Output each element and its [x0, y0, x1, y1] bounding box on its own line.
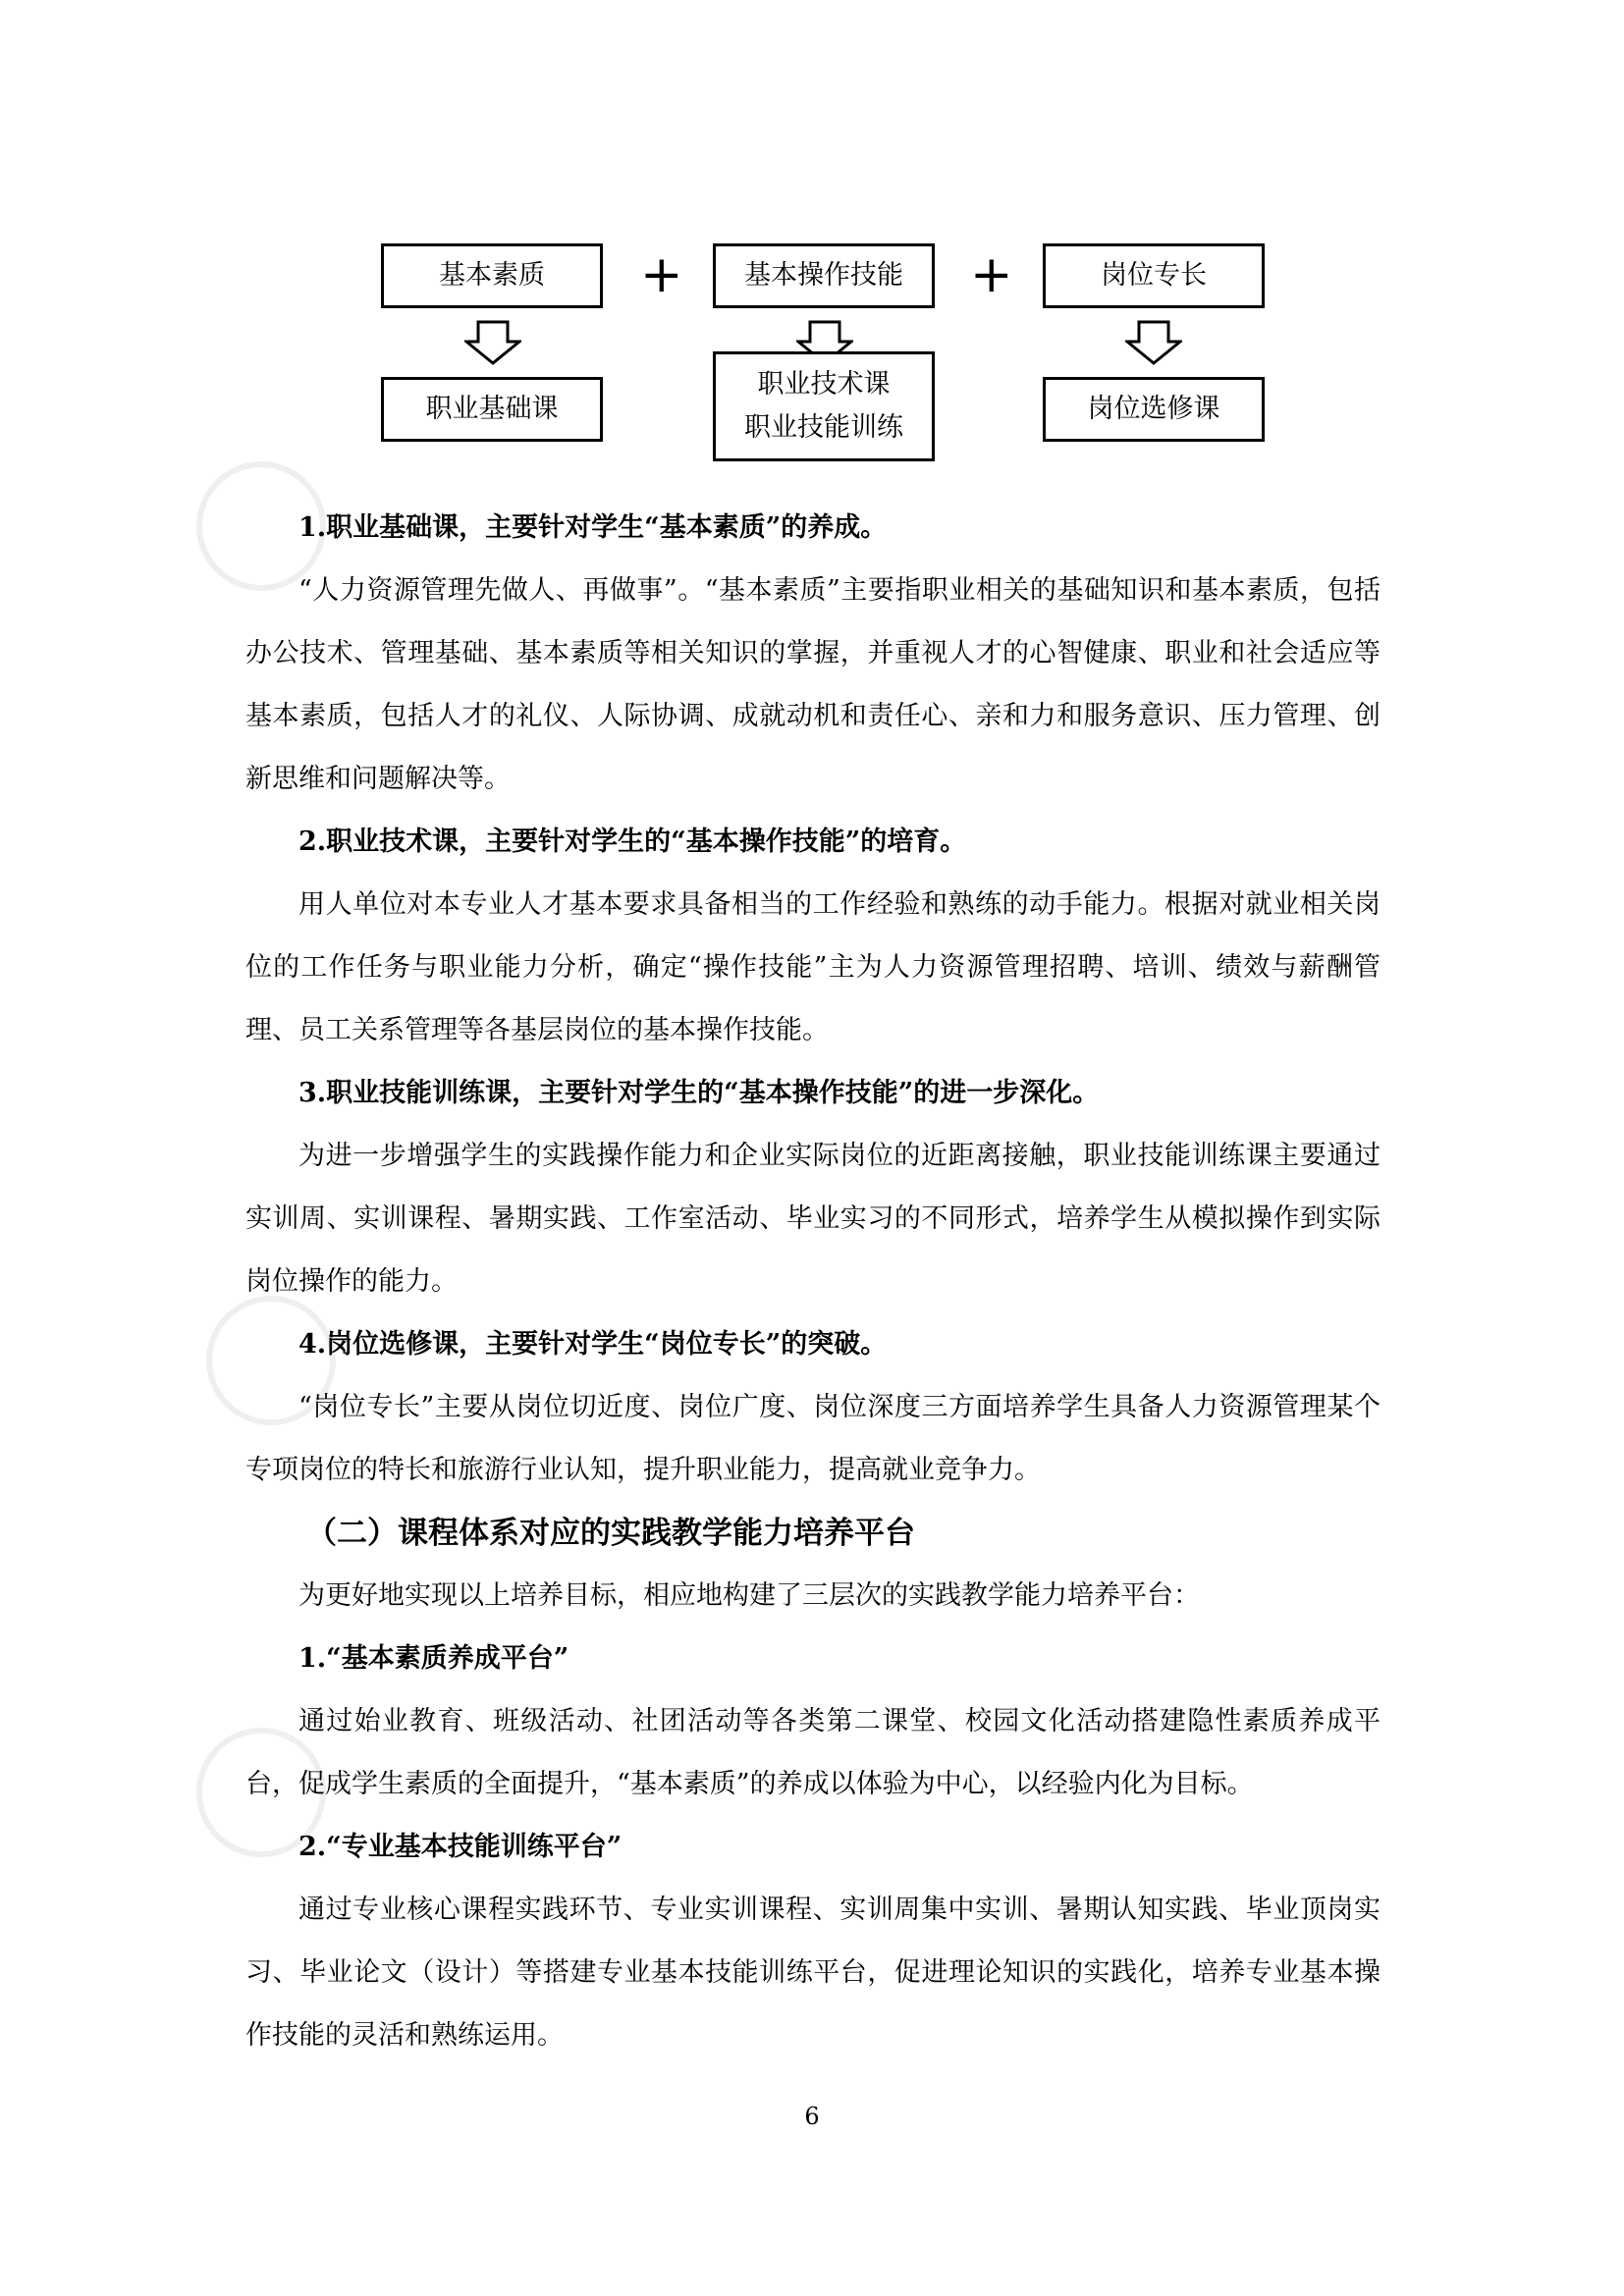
- paragraph: 通过专业核心课程实践环节、专业实训课程、实训周集中实训、暑期认知实践、毕业顶岗实习、毕业论文（设计）等搭建专业基本技能训练平台，促进理论知识的实践化，培养专业基本操作技能的灵活和熟练运用。: [245, 1895, 1380, 2051]
- paragraph: 通过始业教育、班级活动、社团活动等各类第二课堂、校园文化活动搭建隐性素质养成平台，促成学生素质的全面提升，“基本素质”的养成以体验为中心，以经验内化为目标。: [245, 1706, 1380, 1799]
- down-arrow-icon: [1125, 320, 1182, 365]
- paragraph: 用人单位对本专业人才基本要求具备相当的工作经验和熟练的动手能力。根据对就业相关岗位的工作任务与职业能力分析，确定“操作技能”主为人力资源管理招聘、培训、绩效与薪酬管理、员工关系管理等各基层岗位的基本操作技能。: [245, 889, 1380, 1045]
- heading-2: 2.职业技术课，主要针对学生的“基本操作技能”的培育。: [298, 827, 967, 857]
- heading-6: 2.“专业基本技能训练平台”: [298, 1832, 623, 1862]
- heading-1: 1.职业基础课，主要针对学生“基本素质”的养成。: [298, 512, 888, 543]
- plus-sign: +: [970, 245, 1013, 304]
- heading-3: 3.职业技能训练课，主要针对学生的“基本操作技能”的进一步深化。: [298, 1078, 1100, 1108]
- down-arrow-icon: [464, 320, 521, 365]
- section-title: （二）课程体系对应的实践教学能力培养平台: [306, 1516, 915, 1551]
- paragraph: “人力资源管理先做人、再做事”。“基本素质”主要指职业相关的基础知识和基本素质，包括办公技术、管理基础、基本素质等相关知识的掌握，并重视人才的心智健康、职业和社会适应等基本素质，包括人才的礼仪、人际协调、成就动机和责任心、亲和力和服务意识、压力管理、创新思维和问题解决等。: [245, 575, 1380, 794]
- heading-5: 1.“基本素质养成平台”: [298, 1643, 569, 1674]
- box-position-specialty: 岗位专长: [1043, 243, 1265, 308]
- box-basic-quality: 基本素质: [381, 243, 603, 308]
- paragraph: 为更好地实现以上培养目标，相应地构建了三层次的实践教学能力培养平台：: [298, 1580, 1200, 1611]
- box-professional-technical-course: 职业技术课 职业技能训练: [713, 351, 935, 461]
- box-position-elective-course: 岗位选修课: [1043, 377, 1265, 442]
- body-text: [245, 497, 1380, 2067]
- paragraph: 为进一步增强学生的实践操作能力和企业实际岗位的近距离接触，职业技能训练课主要通过实训周、实训课程、暑期实践、工作室活动、毕业实习的不同形式，培养学生从模拟操作到实际岗位操作的能力。: [245, 1141, 1380, 1297]
- plus-sign: +: [640, 245, 683, 304]
- heading-4: 4.岗位选修课，主要针对学生“岗位专长”的突破。: [298, 1329, 888, 1360]
- box-basic-operation-skill: 基本操作技能: [713, 243, 935, 308]
- paragraph: “岗位专长”主要从岗位切近度、岗位广度、岗位深度三方面培养学生具备人力资源管理某个专项岗位的特长和旅游行业认知，提升职业能力，提高就业竞争力。: [245, 1392, 1380, 1485]
- box-professional-basic-course: 职业基础课: [381, 377, 603, 442]
- page-number: 6: [804, 2103, 820, 2130]
